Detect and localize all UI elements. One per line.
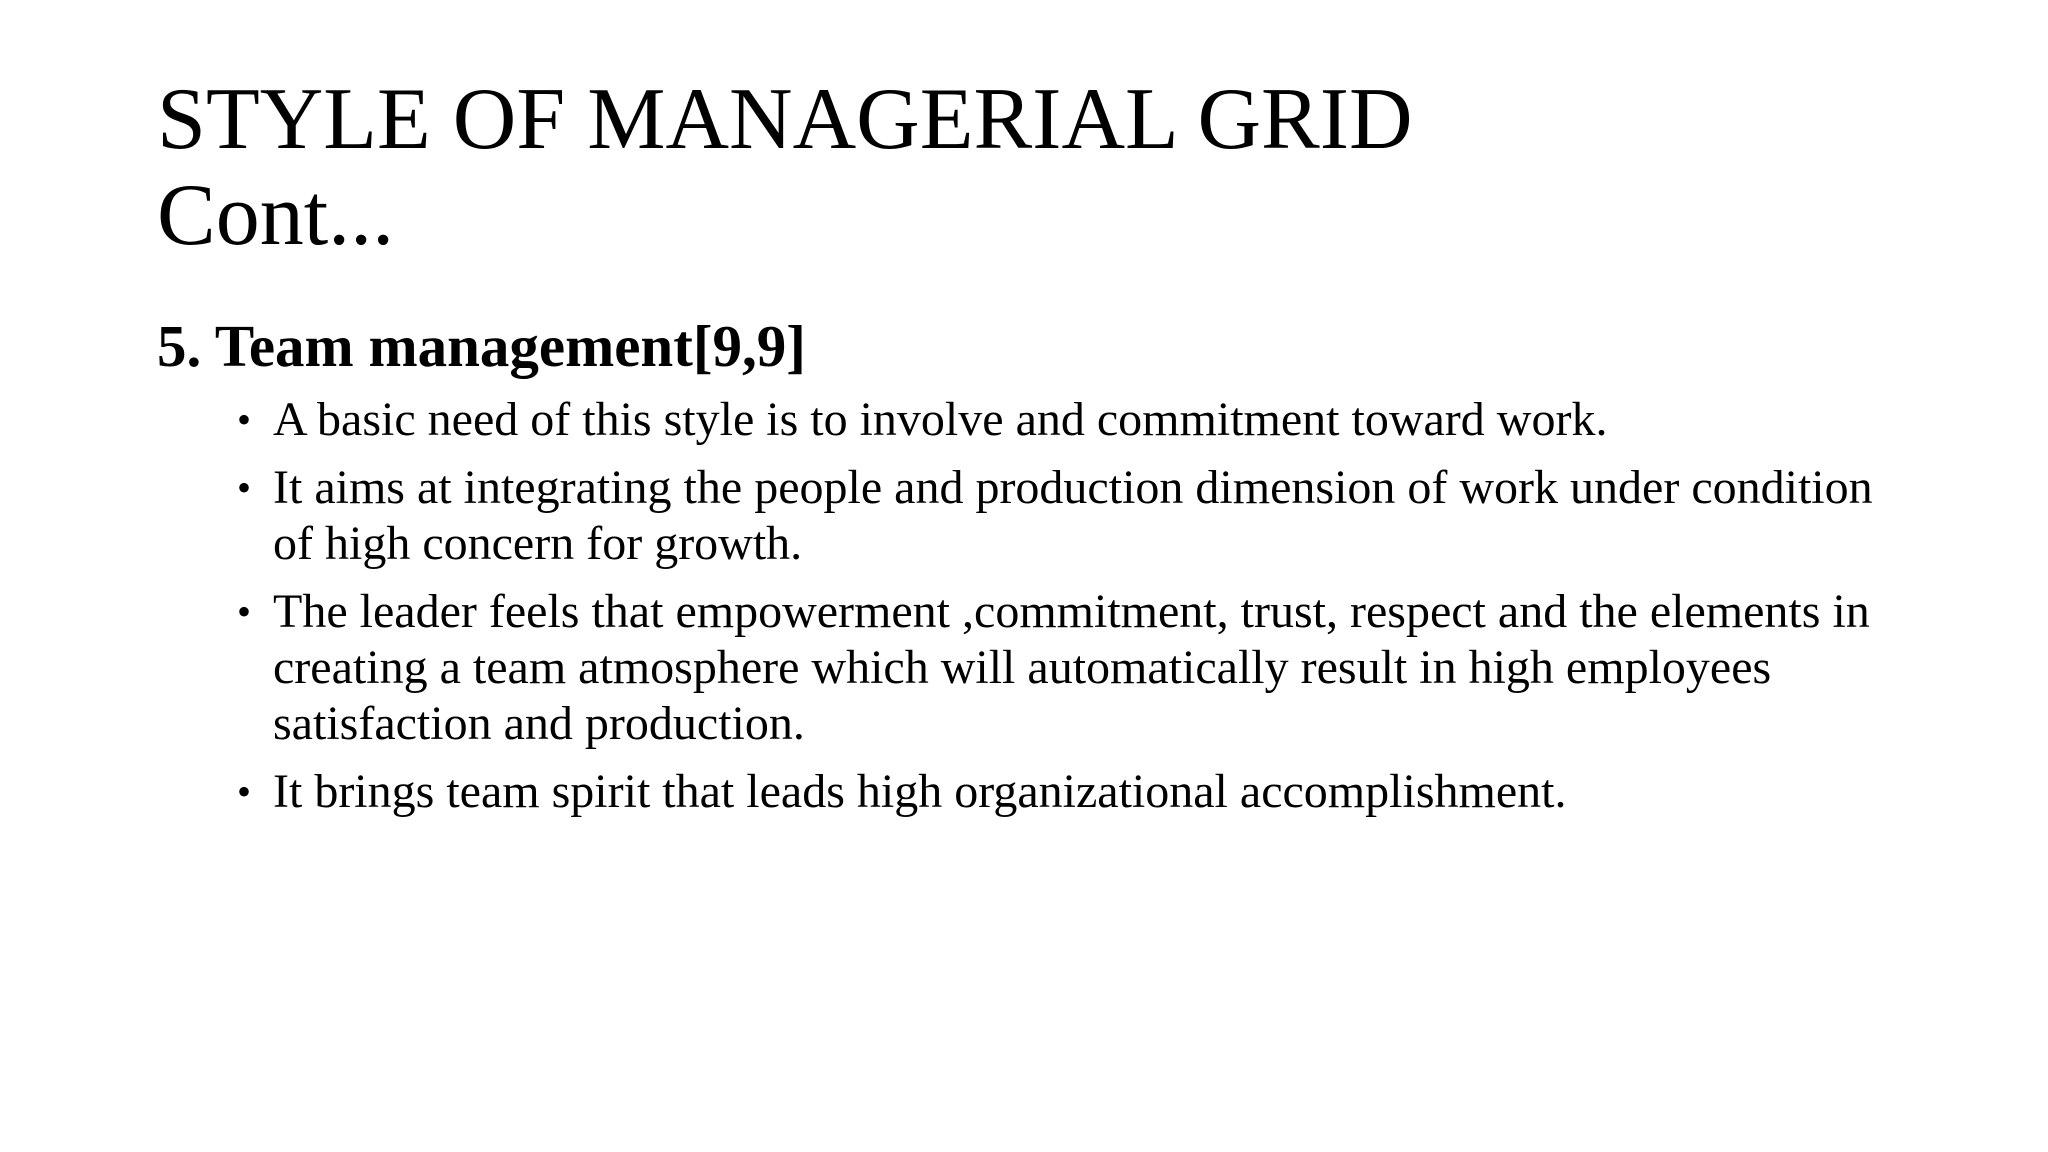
- bullet-text-3: The leader feels that empowerment ,commitment, trust, respect and the elements in creating a team atmosphere which will automatically result in high employees satisfaction and production.: [273, 585, 1870, 750]
- bullet-icon: •: [237, 465, 252, 510]
- slide-title: [157, 72, 1907, 264]
- bullet-item-3: [157, 584, 1917, 752]
- slide-content: [157, 310, 1917, 832]
- bullet-text-1: A basic need of this style is to involve and commitment toward work.: [273, 393, 1608, 446]
- bullet-item-2: [157, 460, 1917, 572]
- bullet-text-4: It brings team spirit that leads high organizational accomplishment.: [273, 765, 1567, 818]
- bullet-list: [157, 392, 1917, 820]
- bullet-item-1: [157, 392, 1917, 448]
- bullet-icon: •: [237, 589, 252, 634]
- bullet-icon: •: [237, 397, 252, 442]
- slide-title-line-2: Cont...: [157, 167, 395, 264]
- bullet-item-4: [157, 764, 1917, 820]
- slide-title-line-1: STYLE OF MANAGERIAL GRID: [157, 71, 1413, 168]
- section-heading: 5. Team management[9,9]: [157, 313, 806, 379]
- bullet-icon: •: [237, 769, 252, 814]
- bullet-text-2: It aims at integrating the people and production dimension of work under condition of high concern for growth.: [273, 461, 1873, 570]
